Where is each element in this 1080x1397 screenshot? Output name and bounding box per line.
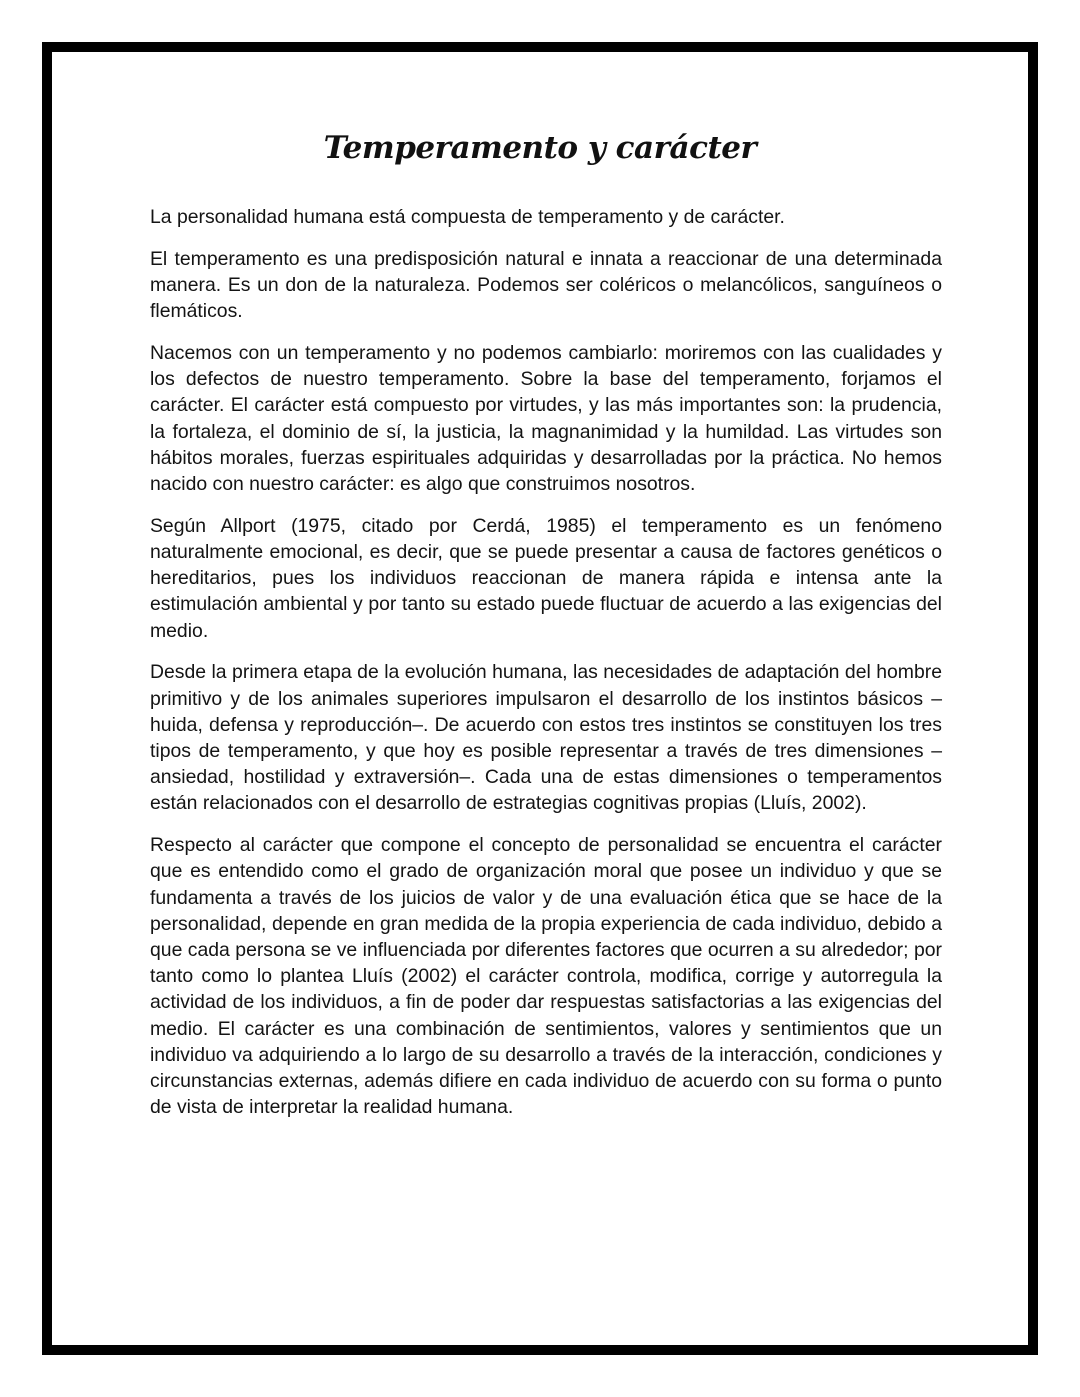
document-title: Temperamento y carácter — [323, 130, 757, 166]
page-border-frame — [42, 42, 1038, 1355]
paragraph-character-virtues: Nacemos con un temperamento y no podemos cambiarlo: moriremos con las cualidades y los defectos de nuestro temperamento. Sobre la base del temperamento, forjamos el carácter. El carácter está compuesto por virtudes, y las más importantes son: la prudencia, la fortaleza, el dominio de sí, la justicia, la magnanimidad y la humildad. Las virtudes son hábitos morales, fuerzas espirituales adquiridas y desarrolladas por la práctica. No hemos nacido con nuestro carácter: es algo que construimos nosotros. — [150, 342, 942, 496]
document-body — [150, 204, 942, 1136]
paragraph-intro: La personalidad humana está compuesta de temperamento y de carácter. — [150, 206, 785, 228]
paragraph-allport: Según Allport (1975, citado por Cerdá, 1985) el temperamento es un fenómeno naturalmente emocional, es decir, que se puede presentar a causa de factores genéticos o hereditarios, pues los individuos reaccionan de manera rápida e intensa ante la estimulación ambiental y por tanto su estado puede fluctuar de acuerdo a las exigencias del medio. — [150, 514, 942, 642]
paragraph-evolution: Desde la primera etapa de la evolución humana, las necesidades de adaptación del hombre primitivo y de los animales superiores impulsaron el desarrollo de los instintos básicos –huida, defensa y reproducción–. De acuerdo con estos tres instintos se constituyen los tres tipos de temperamento, y que hoy es posible representar a través de tres dimensiones –ansiedad, hostilidad y extraversión–. Cada una de estas dimensiones o temperamentos están relacionados con el desarrollo de estrategias cognitivas propias (Lluís, 2002). — [150, 661, 942, 815]
paragraph-character-concept: Respecto al carácter que compone el concepto de personalidad se encuentra el carácter que es entendido como el grado de organización moral que posee un individuo y que se fundamenta a través de los juicios de valor y de una evaluación ética que se hace de la personalidad, depende en gran medida de la propia experiencia de cada individuo, debido a que cada persona se ve influenciada por diferentes factores que ocurren a su alrededor; por tanto como lo plantea Lluís (2002) el carácter controla, modifica, corrige y autorregula la actividad de los individuos, a fin de poder dar respuestas satisfactorias a las exigencias del medio. El carácter es una combinación de sentimientos, valores y sentimientos que un individuo va adquiriendo a lo largo de su desarrollo a través de la interacción, condiciones y circunstancias externas, además difiere en cada individuo de acuerdo con su forma o punto de vista de interpretar la realidad humana. — [150, 834, 942, 1119]
paragraph-temperament-definition: El temperamento es una predisposición natural e innata a reaccionar de una determinada manera. Es un don de la naturaleza. Podemos ser coléricos o melancólicos, sanguíneos o flemáticos. — [150, 247, 942, 323]
